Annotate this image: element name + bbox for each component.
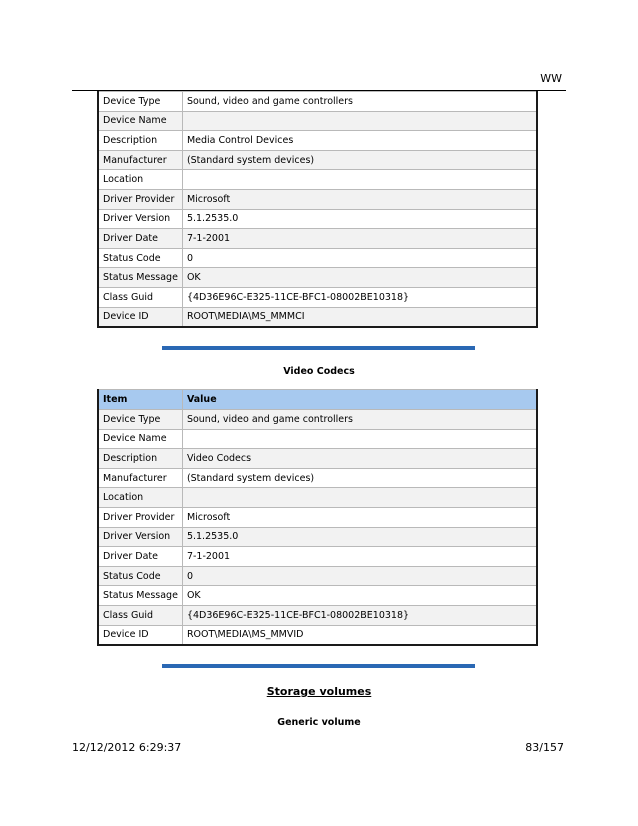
- table-header-row: [98, 390, 537, 410]
- property-name-cell: Driver Version: [98, 209, 182, 229]
- property-value-cell: {4D36E96C-E325-11CE-BFC1-08002BE10318}: [182, 605, 537, 625]
- property-name-cell: Manufacturer: [98, 468, 182, 488]
- table-row: [98, 586, 537, 606]
- property-value-cell: 7-1-2001: [182, 547, 537, 567]
- table2-body: [98, 390, 537, 646]
- section-divider-bar: [162, 664, 475, 668]
- property-name-cell: Driver Provider: [98, 189, 182, 209]
- property-value-cell: (Standard system devices): [182, 468, 537, 488]
- table-row: [98, 625, 537, 645]
- property-name-cell: Status Message: [98, 268, 182, 288]
- table-row: [98, 229, 537, 249]
- property-name-cell: Status Code: [98, 248, 182, 268]
- table-row: [98, 410, 537, 430]
- table-row: [98, 248, 537, 268]
- property-name-cell: Driver Version: [98, 527, 182, 547]
- property-name-cell: Location: [98, 488, 182, 508]
- property-name-cell: Description: [98, 449, 182, 469]
- footer-timestamp: 12/12/2012 6:29:37: [72, 741, 182, 754]
- property-name-cell: Status Code: [98, 566, 182, 586]
- property-value-cell: 5.1.2535.0: [182, 527, 537, 547]
- table1-body: [98, 92, 537, 328]
- column-header-value: Value: [182, 390, 537, 410]
- footer-page-number: 83/157: [525, 741, 564, 754]
- property-value-cell: 5.1.2535.0: [182, 209, 537, 229]
- table-row: [98, 307, 537, 327]
- property-value-cell: OK: [182, 268, 537, 288]
- property-value-cell: [182, 170, 537, 190]
- property-name-cell: Driver Date: [98, 229, 182, 249]
- table-row: [98, 150, 537, 170]
- property-name-cell: Device Type: [98, 92, 182, 112]
- property-value-cell: [182, 429, 537, 449]
- table-caption-video-codecs: Video Codecs: [283, 366, 355, 377]
- device-properties-table-video-codecs: [97, 389, 538, 646]
- page-header-text: WW: [540, 72, 562, 85]
- property-value-cell: [182, 488, 537, 508]
- property-name-cell: Driver Provider: [98, 507, 182, 527]
- column-header-item: Item: [98, 390, 182, 410]
- table-row: [98, 468, 537, 488]
- property-value-cell: Microsoft: [182, 189, 537, 209]
- property-name-cell: Device ID: [98, 307, 182, 327]
- property-value-cell: Sound, video and game controllers: [182, 92, 537, 112]
- table-row: [98, 547, 537, 567]
- property-name-cell: Device Name: [98, 429, 182, 449]
- property-value-cell: 7-1-2001: [182, 229, 537, 249]
- table-row: [98, 287, 537, 307]
- table-row: [98, 209, 537, 229]
- table-row: [98, 429, 537, 449]
- section-divider-bar: [162, 346, 475, 350]
- section-title-storage-volumes: Storage volumes: [266, 685, 372, 698]
- table-row: [98, 92, 537, 112]
- property-value-cell: (Standard system devices): [182, 150, 537, 170]
- table-row: [98, 507, 537, 527]
- property-value-cell: Video Codecs: [182, 449, 537, 469]
- property-value-cell: 0: [182, 248, 537, 268]
- property-value-cell: Microsoft: [182, 507, 537, 527]
- property-name-cell: Manufacturer: [98, 150, 182, 170]
- table-row: [98, 488, 537, 508]
- table-row: [98, 170, 537, 190]
- property-value-cell: 0: [182, 566, 537, 586]
- property-value-cell: Sound, video and game controllers: [182, 410, 537, 430]
- property-name-cell: Status Message: [98, 586, 182, 606]
- property-name-cell: Location: [98, 170, 182, 190]
- property-name-cell: Device ID: [98, 625, 182, 645]
- table-row: [98, 268, 537, 288]
- table-row: [98, 449, 537, 469]
- table-row: [98, 111, 537, 131]
- property-value-cell: {4D36E96C-E325-11CE-BFC1-08002BE10318}: [182, 287, 537, 307]
- property-name-cell: Description: [98, 131, 182, 151]
- table-row: [98, 131, 537, 151]
- table-row: [98, 527, 537, 547]
- property-name-cell: Device Name: [98, 111, 182, 131]
- property-value-cell: ROOT\MEDIA\MS_MMVID: [182, 625, 537, 645]
- subsection-title-generic-volume: Generic volume: [277, 717, 361, 728]
- device-properties-table-media-control: [97, 91, 538, 328]
- table-row: [98, 566, 537, 586]
- property-name-cell: Driver Date: [98, 547, 182, 567]
- table-row: [98, 605, 537, 625]
- property-name-cell: Class Guid: [98, 605, 182, 625]
- property-name-cell: Class Guid: [98, 287, 182, 307]
- property-value-cell: [182, 111, 537, 131]
- property-value-cell: Media Control Devices: [182, 131, 537, 151]
- property-name-cell: Device Type: [98, 410, 182, 430]
- property-value-cell: OK: [182, 586, 537, 606]
- table-row: [98, 189, 537, 209]
- property-value-cell: ROOT\MEDIA\MS_MMMCI: [182, 307, 537, 327]
